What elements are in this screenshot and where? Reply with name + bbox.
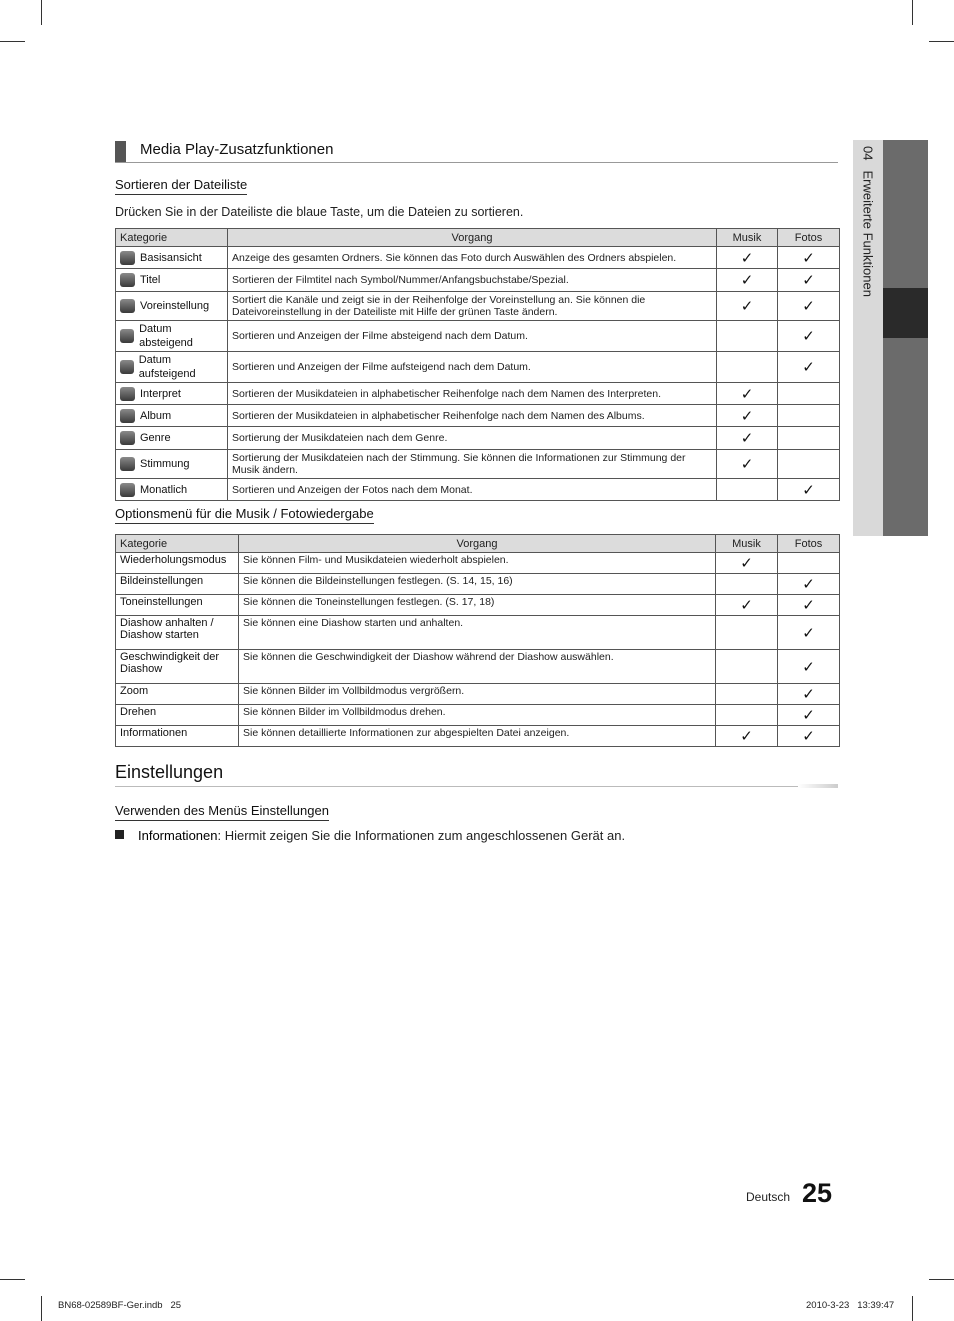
- table-row: [116, 269, 840, 292]
- cell-vorgang: Sie können Bilder im Vollbildmodus vergrößern.: [239, 684, 716, 705]
- cell-fotos-check: [778, 450, 840, 479]
- cell-vorgang: Sie können die Bildeinstellungen festlegen. (S. 14, 15, 16): [239, 574, 716, 595]
- cell-fotos-check: [778, 553, 840, 574]
- kategorie-label: Datum absteigend: [139, 323, 193, 349]
- kategorie-label: Interpret: [140, 387, 181, 400]
- crop-mark: [41, 0, 42, 25]
- table-row: [116, 450, 840, 479]
- cell-musik-check: [717, 321, 778, 352]
- cell-kategorie: [116, 247, 228, 269]
- album-icon: [120, 409, 135, 423]
- chapter-number: 04: [860, 146, 876, 161]
- kategorie-label: Datum aufsteigend: [138, 354, 196, 380]
- section-header: [115, 140, 838, 163]
- page-number: 25: [802, 1178, 833, 1208]
- crop-mark: [0, 41, 25, 42]
- cell-fotos-check: ✓: [778, 247, 840, 269]
- column-header-musik: Musik: [716, 535, 778, 553]
- cell-vorgang: Sortieren der Musikdateien in alphabetischer Reihenfolge nach dem Namen des Interpreten.: [228, 383, 717, 405]
- artist-icon: [120, 387, 135, 401]
- table-header-row: [116, 229, 840, 247]
- kategorie-label: Toneinstellungen: [120, 596, 203, 608]
- cell-fotos-check: ✓: [778, 705, 840, 726]
- kategorie-label: Titel: [140, 274, 161, 286]
- cell-vorgang: Sortiert die Kanäle und zeigt sie in der Reihenfolge der Voreinstellung an. Sie können die Dateivoreinstellung in der Dateiliste mit Hilfe der grünen Taste ändern.: [228, 292, 717, 321]
- sort-heading: Sortieren der Dateiliste: [115, 177, 247, 195]
- section-title: Media Play-Zusatzfunktionen: [140, 141, 334, 158]
- cell-kategorie: [116, 616, 239, 650]
- cell-vorgang: Sie können Film- und Musikdateien wiederholt abspielen.: [239, 553, 716, 574]
- table-row: [116, 726, 840, 747]
- kategorie-label: Diashow anhalten / Diashow starten: [120, 617, 214, 641]
- cell-fotos-check: ✓: [778, 684, 840, 705]
- crop-mark: [912, 1296, 913, 1321]
- cell-kategorie: [116, 405, 228, 427]
- table-row: [116, 247, 840, 269]
- table-row: [116, 405, 840, 427]
- cell-fotos-check: [778, 405, 840, 427]
- cell-fotos-check: ✓: [778, 292, 840, 321]
- bullet-term: Informationen: [138, 828, 218, 843]
- column-header-vorgang: Vorgang: [239, 535, 716, 553]
- cell-vorgang: Sortieren der Musikdateien in alphabetischer Reihenfolge nach dem Namen des Albums.: [228, 405, 717, 427]
- cell-kategorie: [116, 553, 239, 574]
- cell-musik-check: [717, 479, 778, 501]
- calendar-down-icon: [120, 329, 134, 343]
- crop-mark: [929, 41, 954, 42]
- print-slug-timestamp: 2010-3-23 13:39:47: [806, 1300, 895, 1311]
- column-header-vorgang: Vorgang: [228, 229, 717, 247]
- cell-vorgang: Sortieren und Anzeigen der Filme absteigend nach dem Datum.: [228, 321, 717, 352]
- chapter-title: Erweiterte Funktionen: [860, 170, 876, 297]
- chapter-tab-active-marker: [883, 288, 928, 338]
- kategorie-label: Basisansicht: [140, 251, 202, 264]
- cell-kategorie: [116, 352, 228, 383]
- star-icon: [120, 299, 135, 313]
- cell-vorgang: Sie können Bilder im Vollbildmodus drehen.: [239, 705, 716, 726]
- kategorie-label: Monatlich: [140, 483, 188, 496]
- column-header-fotos: Fotos: [778, 229, 840, 247]
- chapter-tab-strip: [883, 140, 928, 536]
- section-marker: [115, 141, 126, 162]
- cell-musik-check: ✓: [716, 595, 778, 616]
- cell-vorgang: Sortieren und Anzeigen der Filme aufsteigend nach dem Datum.: [228, 352, 717, 383]
- column-header-kategorie: Kategorie: [116, 535, 239, 553]
- table-row: [116, 292, 840, 321]
- cell-kategorie: [116, 705, 239, 726]
- table-row: [116, 321, 840, 352]
- cell-kategorie: [116, 574, 239, 595]
- table-row: [116, 650, 840, 684]
- title-icon: [120, 273, 135, 287]
- cell-musik-check: [716, 574, 778, 595]
- cell-fotos-check: ✓: [778, 650, 840, 684]
- cell-vorgang: Sie können detaillierte Informationen zur abgespielten Datei anzeigen.: [239, 726, 716, 747]
- cell-kategorie: [116, 383, 228, 405]
- cell-kategorie: [116, 269, 228, 292]
- kategorie-label: Informationen: [120, 727, 188, 739]
- cell-vorgang: Sie können eine Diashow starten und anhalten.: [239, 616, 716, 650]
- settings-title: Einstellungen: [115, 762, 224, 782]
- cell-fotos-check: ✓: [778, 352, 840, 383]
- cell-musik-check: ✓: [717, 292, 778, 321]
- cell-vorgang: Sortieren und Anzeigen der Fotos nach dem Monat.: [228, 479, 717, 501]
- cell-kategorie: [116, 427, 228, 450]
- cell-kategorie: [116, 450, 228, 479]
- bullet-square-icon: [115, 830, 124, 839]
- cell-fotos-check: ✓: [778, 616, 840, 650]
- table-row: [116, 479, 840, 501]
- table-row: [116, 427, 840, 450]
- cell-vorgang: Sie können die Toneinstellungen festlegen. (S. 17, 18): [239, 595, 716, 616]
- kategorie-label: Wiederholungsmodus: [120, 554, 227, 566]
- options-table: [115, 534, 840, 747]
- crop-mark: [929, 1279, 954, 1280]
- table-row: [116, 574, 840, 595]
- cell-musik-check: ✓: [716, 553, 778, 574]
- table-row: [116, 383, 840, 405]
- genre-icon: [120, 431, 135, 445]
- cell-musik-check: [716, 705, 778, 726]
- crop-mark: [0, 1279, 25, 1280]
- cell-kategorie: [116, 726, 239, 747]
- crop-mark: [912, 0, 913, 25]
- mood-icon: [120, 457, 135, 471]
- cell-kategorie: [116, 595, 239, 616]
- settings-bullet: [115, 828, 625, 843]
- cell-musik-check: ✓: [717, 383, 778, 405]
- cell-musik-check: [716, 650, 778, 684]
- cell-kategorie: [116, 479, 228, 501]
- kategorie-label: Bildeinstellungen: [120, 575, 204, 587]
- header-rule-fade: [798, 784, 838, 788]
- chapter-tab-label: [861, 146, 876, 307]
- kategorie-label: Album: [140, 409, 172, 422]
- cell-musik-check: [716, 684, 778, 705]
- bullet-text: : Hiermit zeigen Sie die Informationen zum angeschlossenen Gerät an.: [217, 828, 626, 843]
- table-row: [116, 705, 840, 726]
- kategorie-label: Voreinstellung: [140, 300, 210, 312]
- cell-fotos-check: ✓: [778, 479, 840, 501]
- cell-vorgang: Sortieren der Filmtitel nach Symbol/Nummer/Anfangsbuchstabe/Spezial.: [228, 269, 717, 292]
- table-row: [116, 595, 840, 616]
- column-header-musik: Musik: [717, 229, 778, 247]
- month-icon: [120, 483, 135, 497]
- sort-table: [115, 228, 840, 501]
- kategorie-label: Stimmung: [140, 458, 190, 470]
- cell-vorgang: Anzeige des gesamten Ordners. Sie können das Foto durch Auswählen des Ordners abspielen.: [228, 247, 717, 269]
- table-header-row: [116, 535, 840, 553]
- calendar-up-icon: [120, 360, 134, 374]
- cell-fotos-check: ✓: [778, 321, 840, 352]
- cell-fotos-check: [778, 383, 840, 405]
- cell-musik-check: ✓: [717, 269, 778, 292]
- options-heading: Optionsmenü für die Musik / Fotowiedergabe: [115, 506, 374, 524]
- cell-fotos-check: [778, 427, 840, 450]
- footer-language: Deutsch: [746, 1190, 791, 1204]
- cell-musik-check: ✓: [716, 726, 778, 747]
- cell-vorgang: Sortierung der Musikdateien nach der Stimmung. Sie können die Informationen zur Stimmung der Musik ändern.: [228, 450, 717, 479]
- table-row: [116, 616, 840, 650]
- sort-intro: Drücken Sie in der Dateiliste die blaue Taste, um die Dateien zu sortieren.: [115, 205, 524, 219]
- cell-musik-check: ✓: [717, 427, 778, 450]
- crop-mark: [41, 1296, 42, 1321]
- kategorie-label: Drehen: [120, 706, 157, 718]
- cell-musik-check: ✓: [717, 405, 778, 427]
- kategorie-label: Genre: [140, 432, 171, 444]
- cell-musik-check: ✓: [717, 247, 778, 269]
- cell-musik-check: [716, 616, 778, 650]
- settings-subheading: Verwenden des Menüs Einstellungen: [115, 803, 329, 821]
- cell-fotos-check: ✓: [778, 269, 840, 292]
- table-row: [116, 553, 840, 574]
- cell-fotos-check: ✓: [778, 574, 840, 595]
- table-row: [116, 684, 840, 705]
- cell-musik-check: ✓: [717, 450, 778, 479]
- cell-kategorie: [116, 650, 239, 684]
- column-header-fotos: Fotos: [778, 535, 840, 553]
- cell-fotos-check: ✓: [778, 726, 840, 747]
- cell-kategorie: [116, 684, 239, 705]
- table-row: [116, 352, 840, 383]
- cell-kategorie: [116, 321, 228, 352]
- cell-vorgang: Sie können die Geschwindigkeit der Diashow während der Diashow auswählen.: [239, 650, 716, 684]
- cell-musik-check: [717, 352, 778, 383]
- cell-vorgang: Sortierung der Musikdateien nach dem Genre.: [228, 427, 717, 450]
- settings-header: [115, 762, 838, 787]
- kategorie-label: Zoom: [120, 685, 149, 697]
- print-slug-file: BN68-02589BF-Ger.indb 25: [58, 1300, 182, 1311]
- cell-kategorie: [116, 292, 228, 321]
- folder-icon: [120, 251, 135, 265]
- kategorie-label: Geschwindigkeit der Diashow: [120, 651, 220, 675]
- column-header-kategorie: Kategorie: [116, 229, 228, 247]
- cell-fotos-check: ✓: [778, 595, 840, 616]
